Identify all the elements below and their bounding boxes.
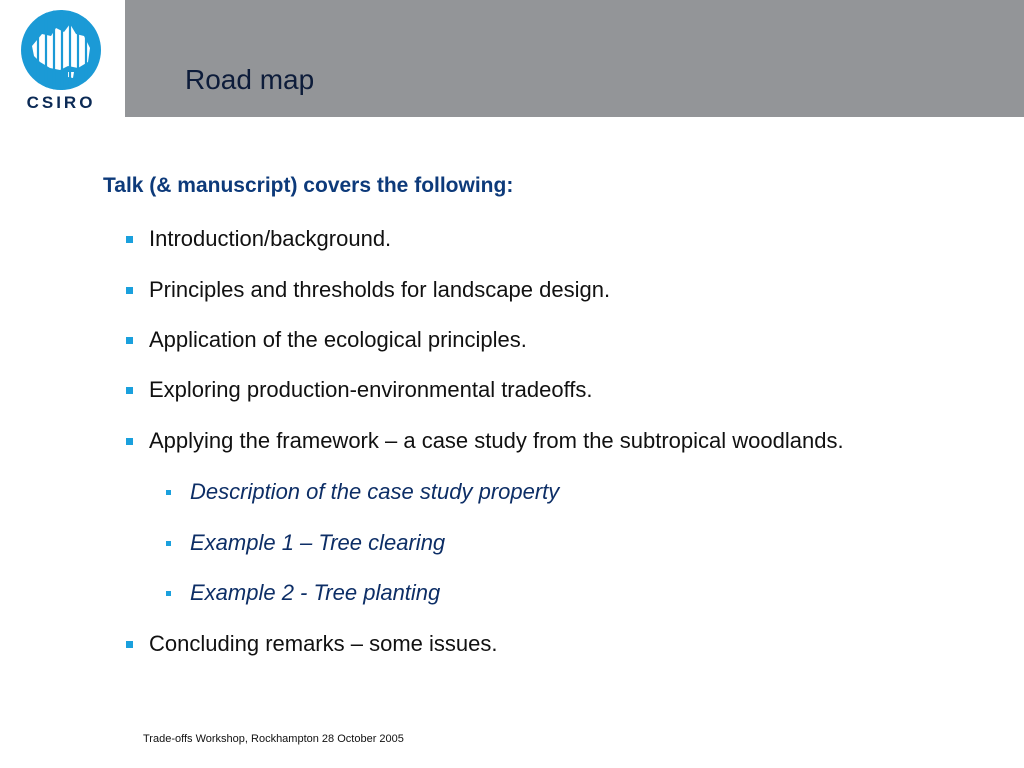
- bullet-square-icon: [166, 541, 171, 546]
- footer-text: Trade-offs Workshop, Rockhampton 28 October 2005: [143, 733, 404, 745]
- bullet-square-icon: [126, 236, 133, 243]
- bullet-square-icon: [126, 387, 133, 394]
- bullet-square-icon: [126, 641, 133, 648]
- slide-title: Road map: [185, 64, 315, 95]
- header-band: [125, 0, 1024, 117]
- csiro-logo: [18, 10, 104, 114]
- bullet-square-icon: [126, 287, 133, 294]
- csiro-logo-icon: [18, 10, 104, 92]
- bullet-square-icon: [166, 490, 171, 495]
- content-heading: Talk (& manuscript) covers the following:: [103, 174, 514, 197]
- logo-wordmark: CSIRO: [26, 93, 96, 112]
- bullet-square-icon: [126, 337, 133, 344]
- bullet-square-icon: [166, 591, 171, 596]
- bullet-square-icon: [126, 438, 133, 445]
